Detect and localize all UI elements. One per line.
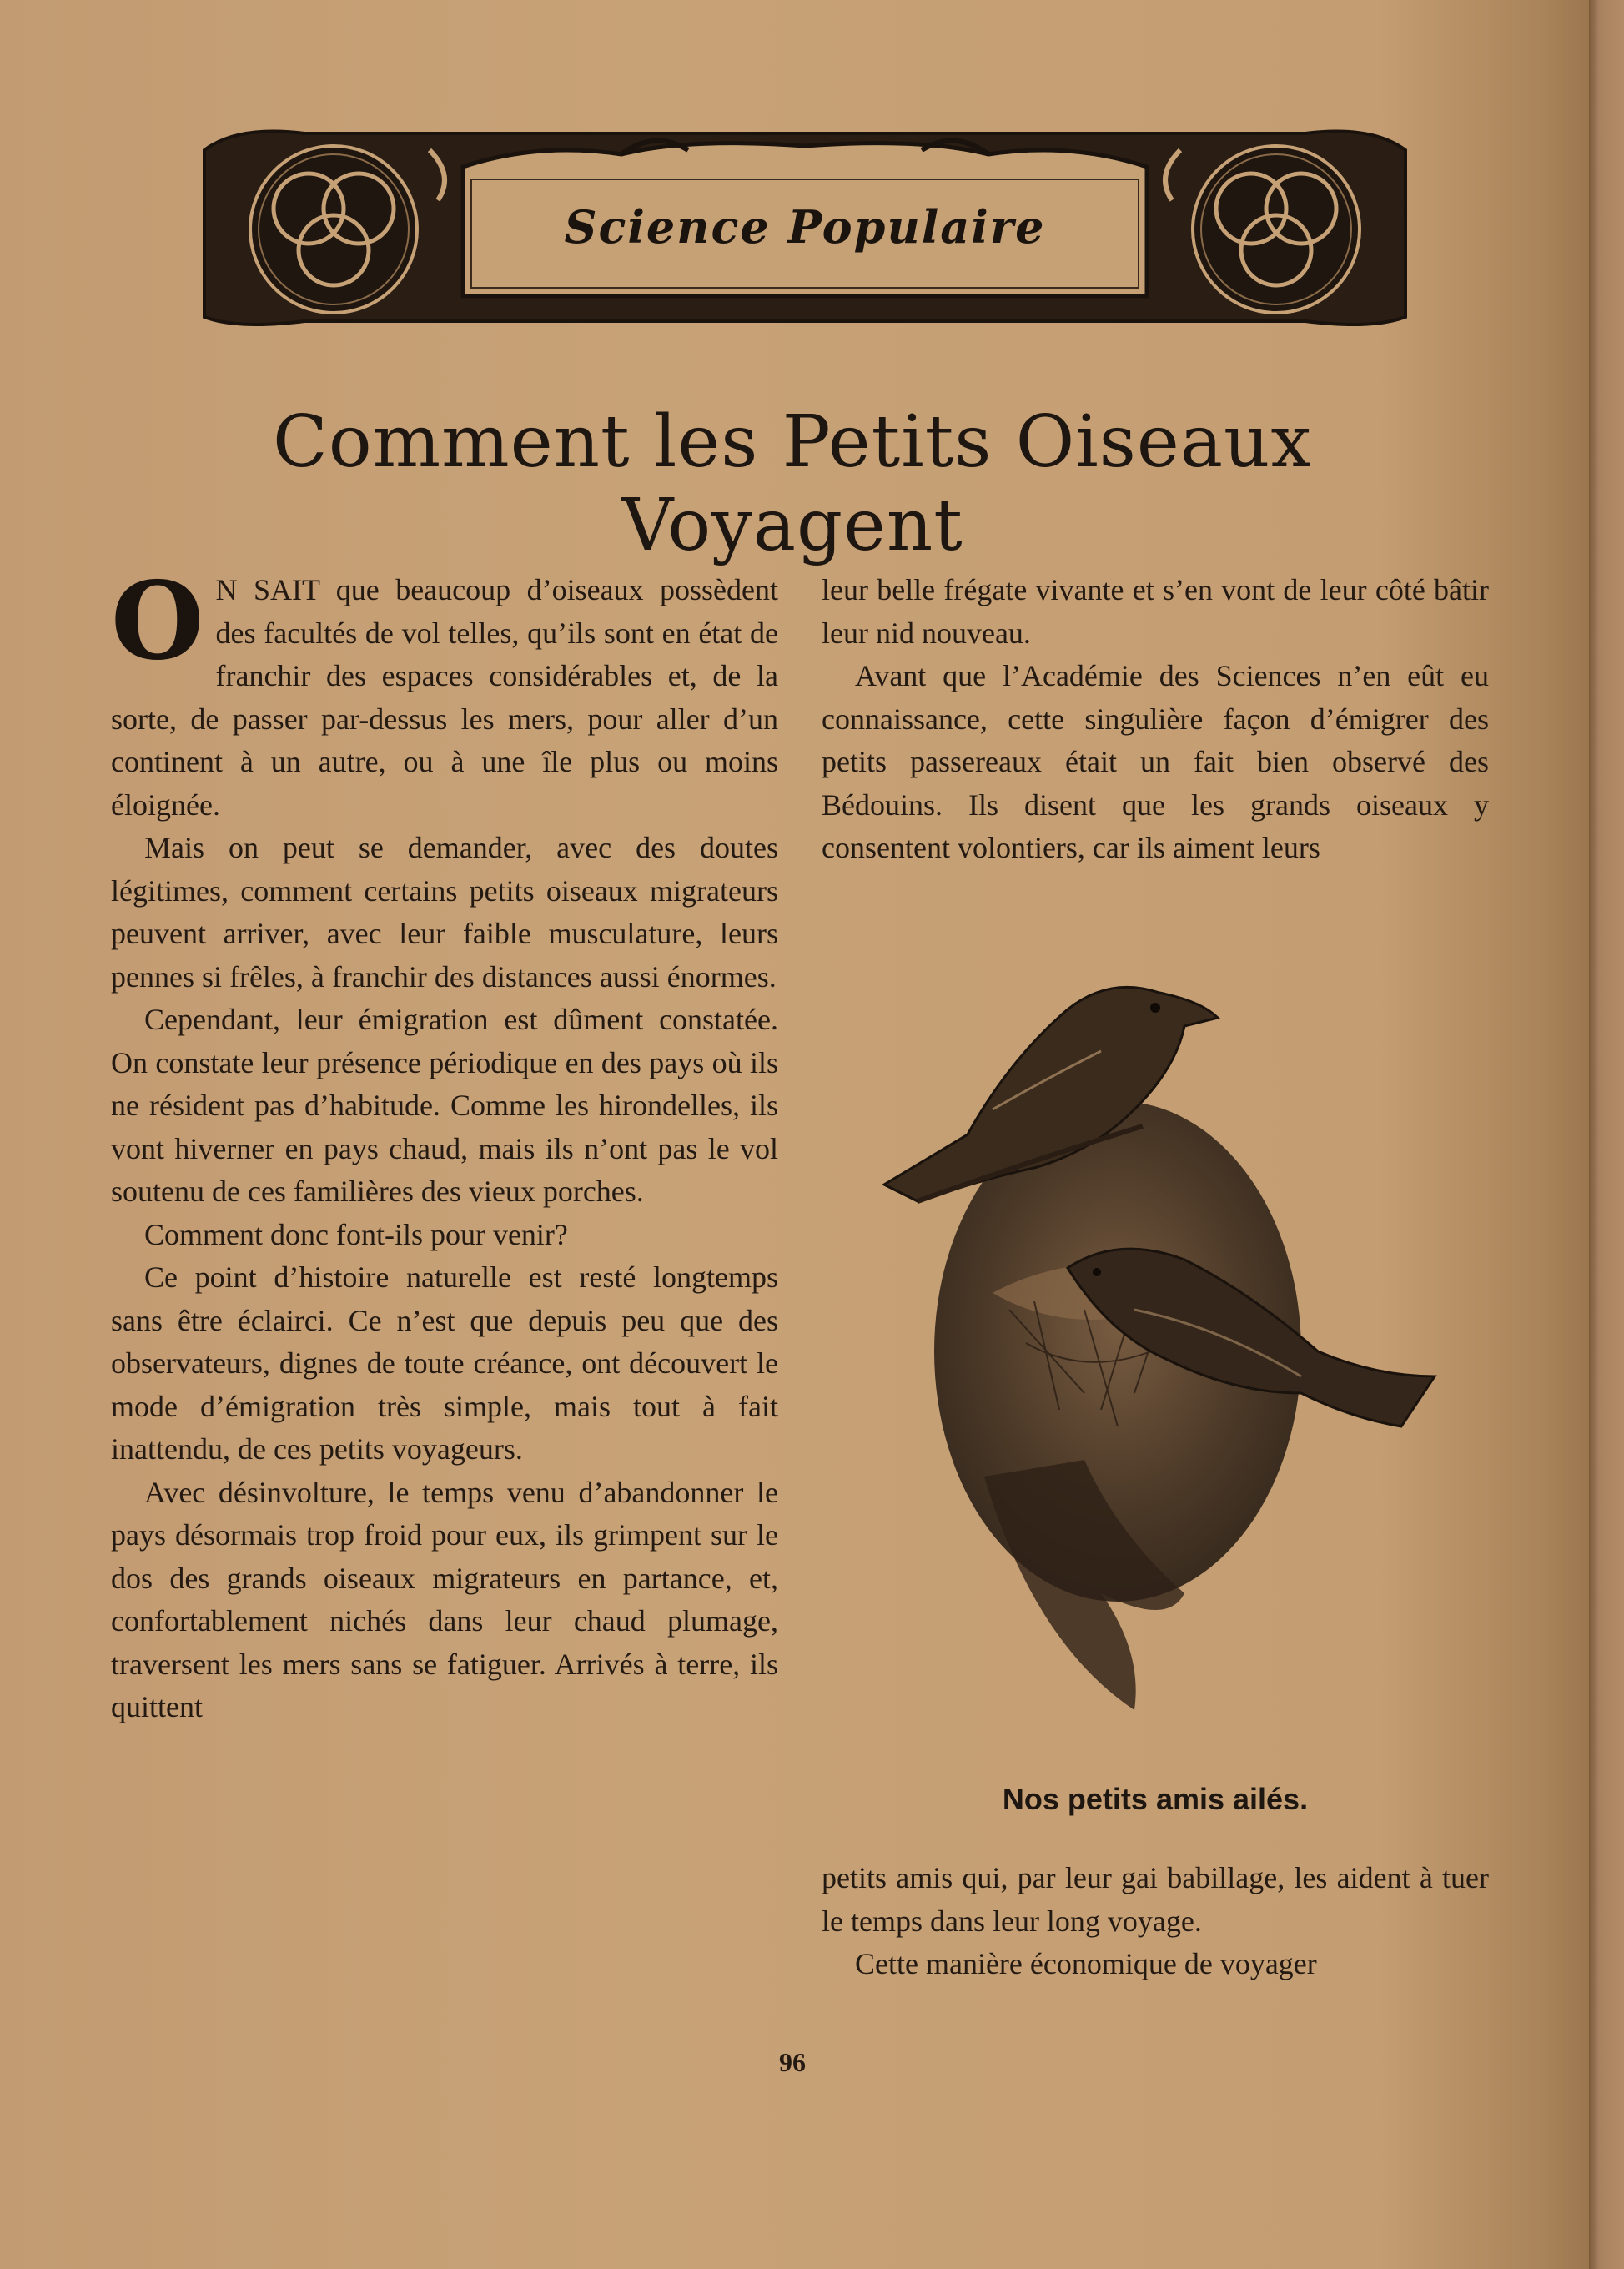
right-column-bottom <box>822 1857 1489 1986</box>
paragraph: Ce point d’histoire naturelle est resté longtemps sans être éclairci. Ce n’est que depuis peu que des observateurs, dignes de toute créance, ont découvert le mode d’émigration très simple, mais tout à fait inattendu, de ces petits voyageurs. <box>111 1260 778 1466</box>
article-title: Comment les Petits Oiseaux Voyagent <box>273 400 1312 567</box>
paragraph: Avant que l’Académie des Sciences n’en eût eu connaissance, cette singulière façon d’émigrer des petits passereaux était un fait bien observé des Bédouins. Ils disent que les grands oiseaux y consentent volontiers, car ils aiment leurs <box>822 659 1489 864</box>
birds-on-nest-icon <box>867 959 1451 1752</box>
drop-cap: O <box>111 559 204 684</box>
page-binding-edge <box>1589 0 1624 2269</box>
figure-caption: Nos petits amis ailés. <box>1002 1782 1309 1816</box>
paragraph: O N SAIT que beaucoup d’oiseaux possèdent des facultés de vol telles, qu’ils sont en état de franchir des espaces considérables et, de la sorte, de passer par-dessus les mers, pour aller d’un continent à un autre, ou à une île plus ou moins éloignée. <box>111 559 778 822</box>
right-column-top <box>822 569 1489 870</box>
paragraph: petits amis qui, par leur gai babillage, les aident à tuer le temps dans leur long voyage. <box>822 1861 1489 1938</box>
section-banner <box>188 117 1422 334</box>
page-number: 96 <box>779 2047 806 2077</box>
section-title: Science Populaire <box>564 200 1046 254</box>
paragraph: Comment donc font-ils pour venir? <box>144 1217 568 1251</box>
bird-illustration <box>867 959 1451 1752</box>
paragraph: Avec désinvolture, le temps venu d’abandonner le pays désormais trop froid pour eux, ils grimpent sur le dos des grands oiseaux migrateurs en partance, et, confortablement nichés dans leur chaud plumage, traversent les mers sans se fatiguer. Arrivés à terre, ils quittent <box>111 1475 778 1723</box>
left-column <box>111 559 778 1729</box>
paragraph: Cependant, leur émigration est dûment constatée. On constate leur présence périodique en des pays où ils ne résident pas d’habitude. Comme les hirondelles, ils vont hiverner en pays chaud, mais ils n’ont pas le vol soutenu de ces familières des vieux porches. <box>111 1003 778 1208</box>
paragraph: leur belle frégate vivante et s’en vont de leur côté bâtir leur nid nouveau. <box>822 573 1489 650</box>
paragraph: Cette manière économique de voyager <box>855 1947 1317 1980</box>
paragraph: Mais on peut se demander, avec des doutes légitimes, comment certains petits oiseaux migrateurs peuvent arriver, avec leur faible musculature, leurs pennes si frêles, à franchir des distances aussi énormes. <box>111 831 778 994</box>
